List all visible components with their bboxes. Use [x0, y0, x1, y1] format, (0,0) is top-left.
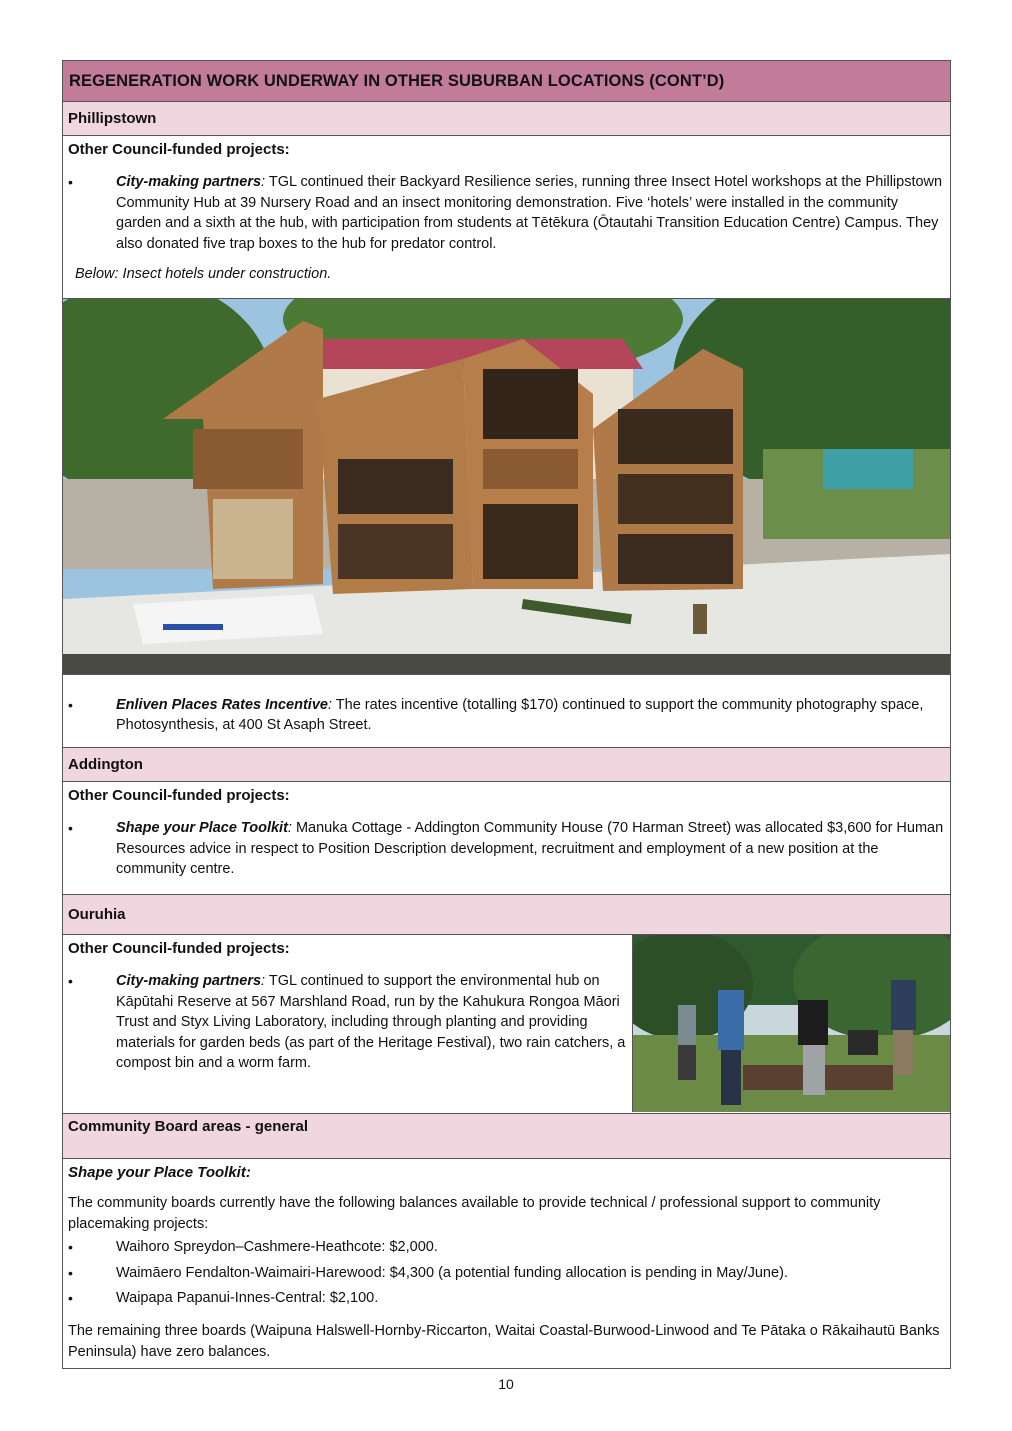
addington-content — [63, 782, 950, 895]
bullet-marker — [68, 1263, 116, 1284]
phillipstown-subheading: Other Council-funded projects: — [68, 141, 290, 158]
board-balance: Waihoro Spreydon–Cashmere-Heathcote: $2,000. — [116, 1239, 438, 1256]
section-heading-addington: Addington — [63, 748, 950, 782]
page-number: 10 — [498, 1376, 514, 1392]
list-item: • City-making partners: TGL continued their Backyard Resilience series, running three Insect Hotel workshops at the Phillipstown Community Hub at 39 Nursery Road and an insect monitoring demonstration. Five ‘hotels’ were installed in the community garden and a sixth at the hub, with participation from students at Tētēkura (Ōtautahi Transition Education Centre) Campus. They also donated five trap boxes to the hub for predator control. — [68, 172, 945, 254]
board-balance: Waipapa Papanui-Innes-Central: $2,100. — [116, 1290, 379, 1307]
phillipstown-content-2 — [63, 675, 950, 748]
bullet-text: Manuka Cottage - Addington Community House (70 Harman Street) was allocated $3,600 for Human Resources advice in respect to Position Description development, recruitment and employment of a new position at the community centre. — [116, 820, 944, 878]
community-boards-subheading: Shape your Place Toolkit: — [68, 1164, 251, 1181]
bullet-marker — [68, 1288, 116, 1309]
section-heading-ouruhia: Ouruhia — [63, 895, 950, 935]
ouruhia-subheading: Other Council-funded projects: — [68, 940, 290, 957]
list-item: • City-making partners: TGL continued to support the environmental hub on Kāpūtahi Reserve at 567 Marshland Road, run by the Kahukura Rongoa Māori Trust and Styx Living Laboratory, including through planting and providing materials for garden beds (as part of the Heritage Festival), two rain catchers, a compost bin and a worm farm. — [68, 971, 627, 1073]
bullet-text: TGL continued to support the environmental hub on Kāpūtahi Reserve at 567 Marshland Road, run by the Kahukura Rongoa Māori Trust and Styx Living Laboratory, including through planting and providing materials for garden beds (as part of the Heritage Festival), two rain catchers, a compost bin and a worm farm. — [116, 973, 626, 1072]
addington-subheading: Other Council-funded projects: — [68, 787, 290, 804]
bullet-label: City-making partners — [116, 973, 262, 990]
bullet-text: The rates incentive (totalling $170) continued to support the community photography space, Photosynthesis, at 400 St Asaph Street. — [116, 697, 924, 734]
list-item — [68, 1263, 945, 1284]
garden-volunteers-image — [633, 935, 950, 1112]
board-balance: Waimāero Fendalton-Waimairi-Harewood: $4,300 (a potential funding allocation is pending in May/June). — [116, 1264, 788, 1281]
list-item: • Shape your Place Toolkit: Manuka Cottage - Addington Community House (70 Harman Street) was allocated $3,600 for Human Resources advice in respect to Position Description development, recruitment and employment of a new position at the community centre. — [68, 818, 945, 879]
section-heading-community-boards: Community Board areas - general — [63, 1114, 950, 1159]
bullet-label: City-making partners — [116, 174, 262, 191]
bullet-marker — [68, 695, 116, 736]
community-boards-content — [63, 1159, 950, 1369]
list-item: • Enliven Places Rates Incentive: The rates incentive (totalling $170) continued to support the community photography space, Photosynthesis, at 400 St Asaph Street. — [68, 695, 945, 736]
bullet-label: Shape your Place Toolkit — [116, 820, 288, 837]
list-item — [68, 1237, 945, 1258]
bullet-marker — [68, 818, 116, 879]
page-title: REGENERATION WORK UNDERWAY IN OTHER SUBURBAN LOCATIONS (CONT’D) — [63, 61, 950, 102]
document-table — [62, 60, 951, 1369]
bullet-marker — [68, 1237, 116, 1258]
insect-hotels-image — [63, 299, 950, 674]
community-boards-intro: The community boards currently have the following balances available to provide technical / professional support to community placemaking projects: — [68, 1195, 881, 1232]
bullet-marker — [68, 172, 116, 254]
bullet-text: TGL continued their Backyard Resilience series, running three Insect Hotel workshops at the Phillipstown Community Hub at 39 Nursery Road and an insect monitoring demonstration. Five ‘hotels’ were installed in the community garden and a sixth at the hub, with participation from students at Tētēkura (Ōtautahi Transition Education Centre) Campus. They also donated five trap boxes to the hub for predator control. — [116, 174, 943, 252]
bullet-label: Enliven Places Rates Incentive — [116, 697, 328, 713]
photo-caption: Below: Insect hotels under construction. — [75, 266, 332, 283]
section-heading-phillipstown: Phillipstown — [63, 102, 950, 136]
community-boards-closing: The remaining three boards (Waipuna Halswell-Hornby-Riccarton, Waitai Coastal-Burwood-Linwood and Te Pātaka o Rākaihautū Banks Peninsula) have zero balances. — [68, 1323, 940, 1360]
garden-volunteers-photo — [632, 935, 950, 1112]
list-item — [68, 1288, 945, 1309]
phillipstown-content — [63, 136, 950, 299]
insect-hotels-photo — [63, 299, 950, 675]
ouruhia-content — [63, 935, 950, 1114]
bullet-marker — [68, 971, 116, 1073]
